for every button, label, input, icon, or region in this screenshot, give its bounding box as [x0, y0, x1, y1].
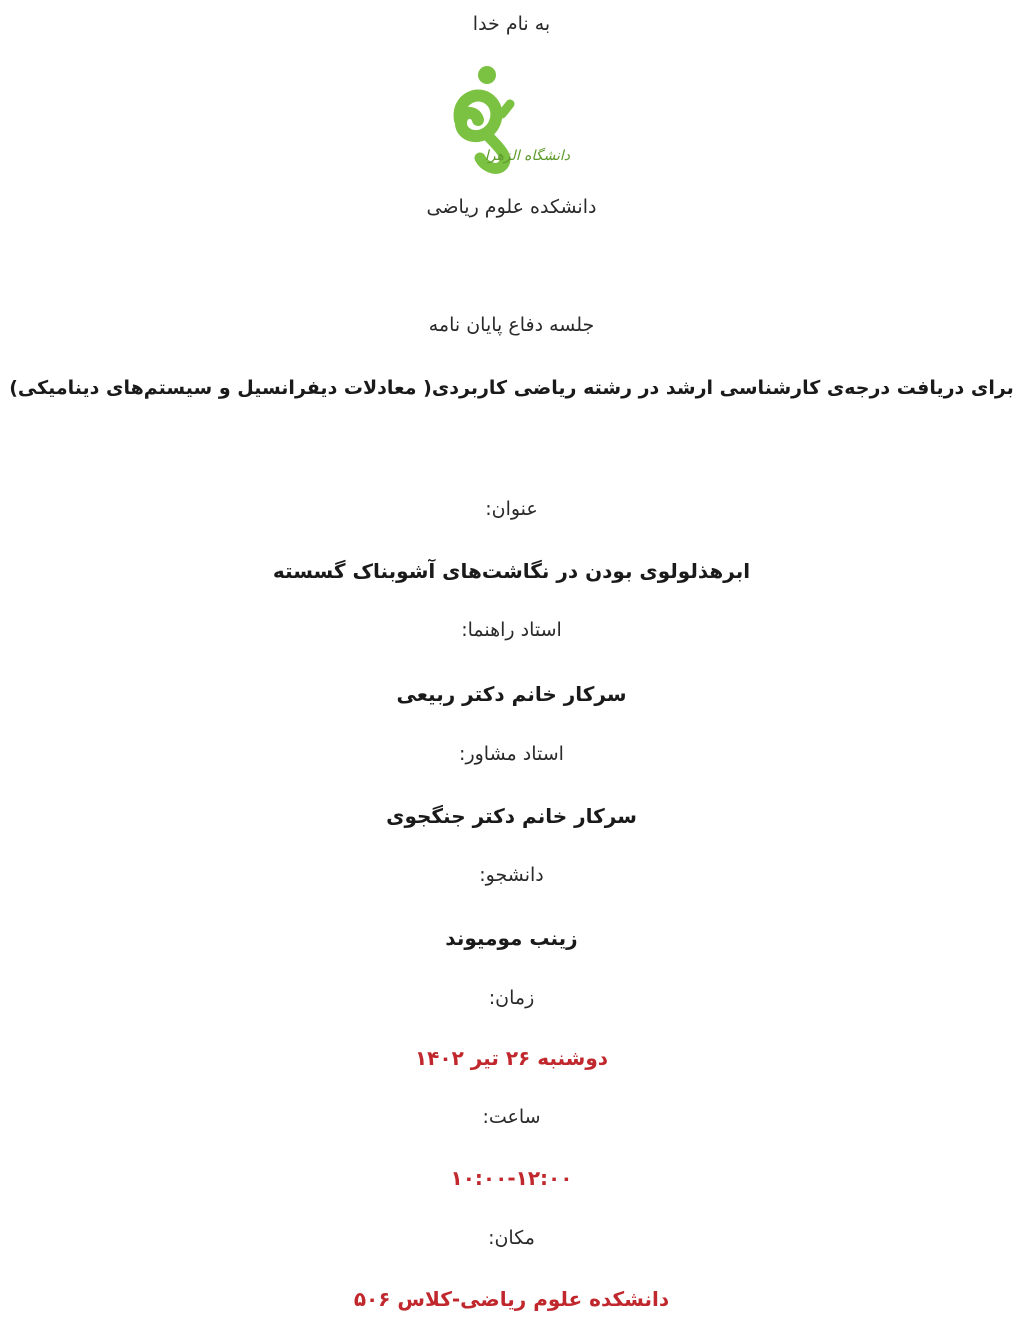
logo-text: دانشگاه الزهرا	[484, 148, 570, 164]
student-name: زینب مومیوند	[445, 926, 578, 950]
place-label: مکان:	[488, 1227, 535, 1249]
session-heading: جلسه دفاع پایان نامه	[428, 314, 595, 336]
supervisor-name: سرکار خانم دکتر ربیعی	[396, 682, 627, 706]
degree-line: برای دریافت درجه‌ی کارشناسی ارشد در رشته ریاضی کاربردی( معادلات دیفرانسیل و سیستم‌های دینامیکی)	[9, 377, 1014, 399]
thesis-title: ابرهذلولوی بودن در نگاشت‌های آشوبناک گسسته	[272, 559, 751, 583]
date-value: دوشنبه ۲۶ تیر ۱۴۰۲	[414, 1046, 609, 1070]
place-value: دانشکده علوم ریاضی-کلاس ۵۰۶	[353, 1287, 670, 1311]
title-label: عنوان:	[485, 498, 538, 520]
student-label: دانشجو:	[479, 864, 544, 886]
time-value: ۱۰:۰۰-۱۲:۰۰	[450, 1166, 573, 1190]
faculty-name: دانشکده علوم ریاضی	[426, 196, 597, 218]
supervisor-label: استاد راهنما:	[461, 619, 562, 641]
bismillah: به نام خدا	[472, 13, 551, 35]
date-label: زمان:	[488, 987, 535, 1009]
advisor-label: استاد مشاور:	[459, 743, 564, 765]
alzahra-logo-icon	[440, 62, 580, 174]
advisor-name: سرکار خانم دکتر جنگجوی	[386, 804, 637, 828]
university-logo	[440, 62, 580, 174]
time-label: ساعت:	[482, 1106, 541, 1128]
